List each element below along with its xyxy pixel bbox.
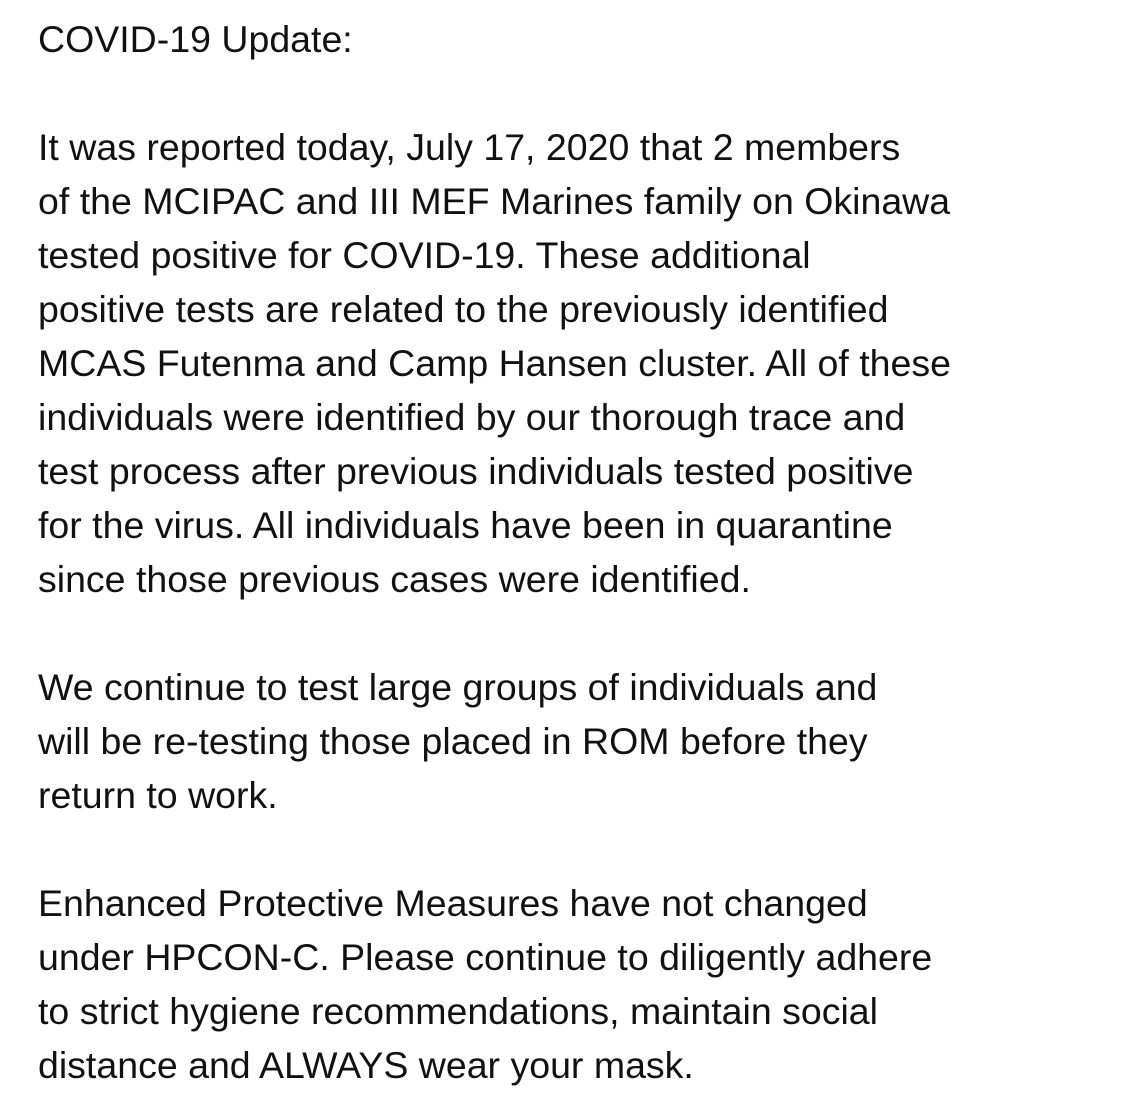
text-line: test process after previous individuals tested positive	[38, 450, 914, 492]
paragraph-spacer	[38, 66, 1108, 120]
document-title: COVID-19 Update:	[38, 18, 353, 60]
text-line: positive tests are related to the previously identified	[38, 288, 889, 330]
text-line: of the MCIPAC and III MEF Marines family on Okinawa	[38, 180, 951, 222]
text-line: Enhanced Protective Measures have not changed	[38, 882, 868, 924]
text-line: since those previous cases were identified.	[38, 558, 751, 600]
paragraph-spacer	[38, 606, 1108, 660]
paragraph-report	[38, 120, 1108, 606]
text-line: We continue to test large groups of individuals and	[38, 666, 878, 708]
paragraph-measures	[38, 876, 1108, 1092]
text-line: individuals were identified by our thorough trace and	[38, 396, 906, 438]
text-line: will be re-testing those placed in ROM before they	[38, 720, 868, 762]
document-body	[38, 12, 1108, 1092]
text-line: tested positive for COVID-19. These additional	[38, 234, 811, 276]
text-line: It was reported today, July 17, 2020 that 2 members	[38, 126, 901, 168]
text-line: for the virus. All individuals have been in quarantine	[38, 504, 893, 546]
text-line: to strict hygiene recommendations, maintain social	[38, 990, 878, 1032]
paragraph-spacer	[38, 822, 1108, 876]
text-line: return to work.	[38, 774, 278, 816]
paragraph-testing	[38, 660, 1108, 822]
text-line: MCAS Futenma and Camp Hansen cluster. All of these	[38, 342, 951, 384]
text-line: under HPCON-C. Please continue to diligently adhere	[38, 936, 933, 978]
text-line: distance and ALWAYS wear your mask.	[38, 1044, 694, 1086]
